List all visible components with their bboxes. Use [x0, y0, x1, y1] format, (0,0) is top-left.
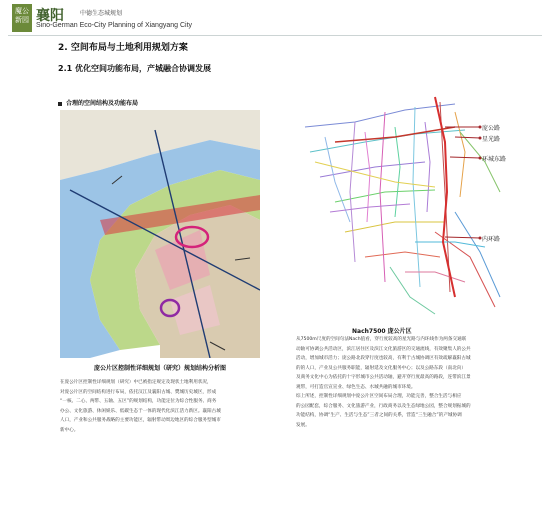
right-figure-caption: Nach7500 庞公片区 — [352, 328, 412, 335]
text-line: 人口，产业和公共服务战略的主要功能区，辐射带动周边地区的综合服务型城市 — [60, 418, 221, 423]
brand-subtitle: 中德生态城规划 — [80, 10, 123, 17]
brand-title: 襄阳 — [36, 8, 64, 24]
planning-structure-map — [60, 110, 260, 358]
text-line: 综上所述，控制性详细规划中庞公片区空间布局合理，功能完善，整合生活与相应 — [296, 394, 462, 399]
text-line: 在庞公片区控制性详细规划（研究）中已被指定规定及现状土地利用状况， — [60, 380, 212, 385]
text-line: 办公、文化旅游、休闲娱乐、低碳生态于一体的现代化滨江活力新区。襄阳古城 — [60, 408, 221, 414]
text-line: 对庞公片区的空间结构进行布局，依托汉江及襄阳古城、樊城历史城区，形成 — [60, 389, 217, 395]
text-line: 活动，增加城市活力；庞公路北段穿行度也较高，有利于古城协调区有效疏解襄阳古城 — [296, 356, 471, 361]
section-heading: 2. 空间布局与土地利用规划方案 — [58, 43, 188, 53]
left-figure-caption: 庞公片区控制性详细规划（研究）规划结构分析图 — [93, 365, 226, 372]
right-body-paragraph — [296, 335, 511, 430]
left-body-paragraph — [60, 378, 262, 435]
text-line: 功能结构，协调“生产、生活与生态”三者之间的关系，营造“三生融合”的产城协调 — [296, 413, 462, 418]
space-syntax-map — [295, 82, 525, 320]
text-line: 的的人口，产业及公共服务职能，辐射延及文化服务中心；以及公路东段（南北向） — [296, 365, 466, 371]
brand-english-title: Sino-German Eco-City Planning of Xiangyang City — [36, 22, 193, 29]
legend-label-ring-east-road: 环城东路 — [482, 156, 507, 163]
bullet-square-icon — [58, 102, 62, 106]
bullet-text: 合理的空间结构及功能布局 — [66, 100, 139, 107]
legend-label-xingguang-road: 星光路 — [482, 136, 501, 143]
text-line: 动轴可协调公共活动区，滨江居住区及滨江文化旅游区的交通流线，有效聚集人的公共 — [296, 346, 471, 352]
text-line: 及商务文化中心为依托的十字形城市公共活动轴，避开穿行度最高的路段，连带滨江景 — [296, 375, 471, 380]
text-line: 观带，可打造官宣宣业、绿色生态、水城共融的城市环境。 — [296, 384, 416, 390]
text-line: 从7500m尺度的空间句法Nach值看，穿行度较高的星光路与内环线作为两条交通联 — [296, 337, 467, 342]
legend-label-inner-ring-road: 内环路 — [482, 236, 501, 243]
legend-label-panggong-road: 庞公路 — [482, 125, 501, 132]
header-divider — [8, 35, 542, 36]
bullet-heading — [58, 98, 138, 107]
text-line: 的公园配套，综合服务、文化旅游产业，行政商务以及生态绿地公园，整合规划振城的 — [296, 403, 471, 409]
text-line: 新中心。 — [60, 427, 79, 433]
subsection-heading: 2.1 优化空间功能布局，产城融合协调发展 — [58, 64, 211, 73]
text-line: 发展。 — [296, 422, 310, 428]
text-line: “一核、二心、两带、五轴、五区”的规划结构，功能定位为综合性服务、商务 — [60, 399, 217, 404]
brand-logo: 魔公新园 — [12, 4, 32, 32]
page-header — [8, 2, 542, 34]
